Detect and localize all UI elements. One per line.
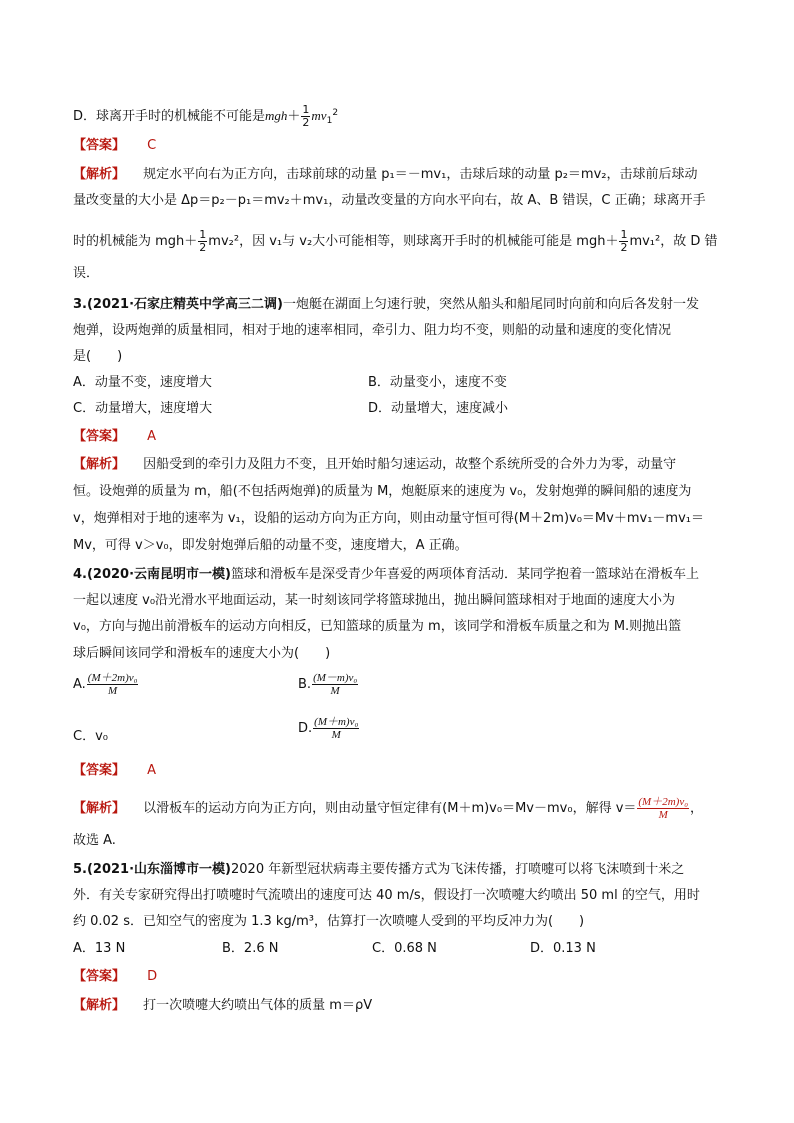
q5-option-a: A．13 N	[73, 941, 126, 956]
q5-source: 5.(2021·山东淄博市一模)	[73, 862, 231, 877]
q4-analysis-line-1: 【解析】 以滑板车的运动方向为正方向，则由动量守恒定律有(M＋m)v₀＝Mv－mv₀，解得 v＝ $\frac{\text{(M＋2m)v₀}}{M}$ ，	[73, 796, 704, 821]
fraction-one-half: $\frac{1}{2}$	[199, 228, 207, 254]
analysis-label: 【解析】	[73, 457, 126, 472]
fraction-one-half: $\frac{1}{2}$	[302, 103, 310, 129]
q2-analysis-line-1: 【解析】 规定水平向右为正方向，击球前球的动量 p₁＝－mv₁，击球后球的动量 p₂＝mv₂，击球前后球动	[73, 167, 698, 182]
q3-analysis-line-4: Mv，可得 v＞v₀，即发射炮弹后船的动量不变，速度增大，A 正确。	[73, 538, 468, 553]
q5-answer: D	[147, 969, 158, 984]
q4-stem-line-2: 一起以速度 v₀沿光滑水平地面运动，某一时刻该同学将篮球抛出，抛出瞬间篮球相对于地面的速度大小为	[73, 593, 676, 608]
q5-stem-line-3: 约 0.02 s．已知空气的密度为 1.3 kg/m³，估算打一次喷嚏人受到的平均反冲力为( )	[73, 914, 585, 929]
q4-stem-line-3: v₀，方向与抛出前滑板车的运动方向相反，已知篮球的质量为 m，该同学和滑板车质量之和为 M.则抛出篮	[73, 619, 682, 634]
q4-stem-line-4: 球后瞬间该同学和滑板车的速度大小为( )	[73, 646, 331, 661]
q4-stem-line-1: 4.(2020·云南昆明市一模)篮球和滑板车是深受青少年喜爱的两项体育活动．某同学抱着一篮球站在滑板车上	[73, 567, 700, 582]
analysis-label: 【解析】	[73, 167, 126, 182]
q3-answer: A	[147, 429, 157, 444]
q3-option-c: C．动量增大，速度增大	[73, 401, 213, 416]
q4-option-b: B. $\frac{\text{(M－m)v₀}}{M}$	[298, 672, 358, 697]
q4-option-d: D. $\frac{\text{(M＋m)v₀}}{M}$	[298, 716, 359, 741]
q5-analysis-line-1: 【解析】 打一次喷嚏大约喷出气体的质量 m＝ρV	[73, 998, 373, 1013]
q3-stem-line-1: 3.(2021·石家庄精英中学高三二调)一炮艇在湖面上匀速行驶，突然从船头和船尾同时向前和向后各发射一发	[73, 297, 700, 312]
answer-label: 【答案】	[73, 969, 126, 984]
q5-option-c: C．0.68 N	[372, 941, 437, 956]
q2-analysis-line-4: 误．	[73, 266, 100, 281]
fraction-one-half: $\frac{1}{2}$	[620, 228, 628, 254]
q5-option-d: D．0.13 N	[530, 941, 596, 956]
option-d-text: D．球离开手时的机械能不可能是	[73, 109, 266, 124]
answer-label: 【答案】	[73, 429, 126, 444]
q3-analysis-line-3: v，炮弹相对于地的速率为 v₁，设船的运动方向为正方向，则由动量守恒可得(M＋2m)v₀＝Mv＋mv₁－mv₁＝	[73, 511, 704, 526]
analysis-label: 【解析】	[73, 998, 126, 1013]
q4-option-d-fraction: $\frac{\text{(M＋m)v₀}}{M}$	[314, 716, 359, 741]
q4-analysis-line-2: 故选 A.	[73, 833, 116, 848]
q2-answer: C	[147, 138, 157, 153]
q3-option-b: B．动量变小，速度不变	[368, 375, 507, 390]
q5-option-b: B．2.6 N	[222, 941, 279, 956]
option-d-line: D．球离开手时的机械能不可能是mgh＋ $\frac{1}{2}$ $mv_1^2$	[73, 103, 339, 129]
q4-source: 4.(2020·云南昆明市一模)	[73, 567, 231, 582]
answer-label: 【答案】	[73, 763, 126, 778]
q3-analysis-line-2: 恒。设炮弹的质量为 m，船(不包括两炮弹)的质量为 M，炮艇原来的速度为 v₀，发射炮弹的瞬间船的速度为	[73, 484, 692, 499]
q4-option-a: A. $\frac{\text{(M＋2m)v₀}}{M}$	[73, 672, 138, 697]
q2-analysis-line-2: 量改变量的大小是 Δp＝p₂－p₁＝mv₂＋mv₁，动量改变量的方向水平向右，故 A、B 错误，C 正确；球离开手	[73, 193, 706, 208]
analysis-label: 【解析】	[73, 801, 126, 816]
q3-source: 3.(2021·石家庄精英中学高三二调)	[73, 297, 283, 312]
q3-stem-line-3: 是( )	[73, 349, 123, 364]
q5-stem-line-1: 5.(2021·山东淄博市一模)2020 年新型冠状病毒主要传播方式为飞沫传播，打喷嚏可以将飞沫喷到十米之	[73, 862, 685, 877]
q3-analysis-line-1: 【解析】 因船受到的牵引力及阻力不变，且开始时船匀速运动，故整个系统所受的合外力为零，动量守	[73, 457, 677, 472]
q2-analysis-line-3: 时的机械能为 mgh＋ $\frac{1}{2}$ mv₂²，因 v₁与 v₂大小可能相等，则球离开手时的机械能可能是 mgh＋ $\frac{1}{2}$ mv₁²，故 D 错	[73, 228, 718, 254]
q3-answer-line	[73, 428, 156, 446]
q4-option-b-fraction: $\frac{\text{(M－m)v₀}}{M}$	[313, 672, 358, 697]
q3-stem-line-2: 炮弹，设两炮弹的质量相同，相对于地的速率相同，牵引力、阻力均不变，则船的动量和速度的变化情况	[73, 323, 672, 338]
q4-answer: A	[147, 763, 157, 778]
q4-option-a-fraction: $\frac{\text{(M＋2m)v₀}}{M}$	[87, 672, 138, 697]
answer-label: 【答案】	[73, 138, 126, 153]
q5-stem-line-2: 外．有关专家研究得出打喷嚏时气流喷出的速度可达 40 m/s，假设打一次喷嚏大约喷出 50 ml 的空气，用时	[73, 888, 700, 903]
q2-answer-line	[73, 137, 156, 155]
q3-option-d: D．动量增大，速度减小	[368, 401, 509, 416]
q4-option-c: C．v₀	[73, 729, 108, 744]
q4-analysis-fraction: $\frac{\text{(M＋2m)v₀}}{M}$	[638, 796, 689, 821]
q5-answer-line	[73, 968, 157, 986]
q3-option-a: A．动量不变，速度增大	[73, 375, 212, 390]
q4-answer-line	[73, 762, 156, 780]
